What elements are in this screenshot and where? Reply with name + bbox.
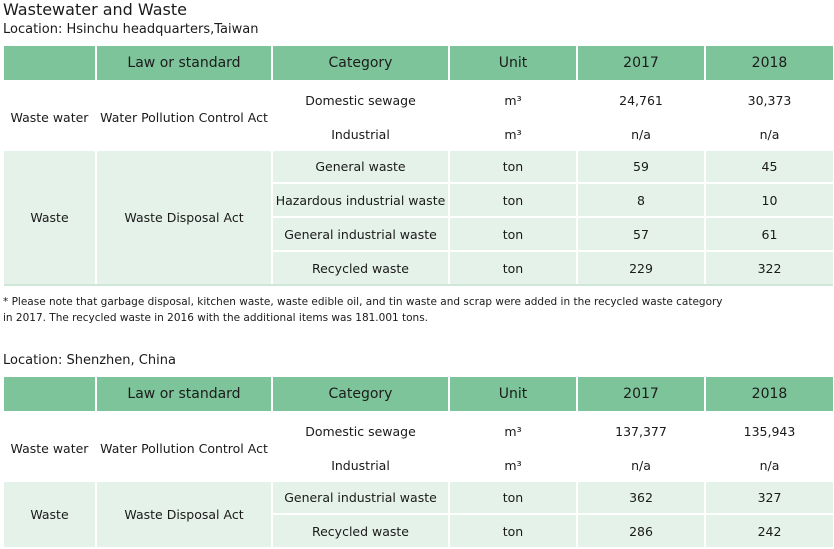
unit-cell: ton xyxy=(450,218,576,252)
table-row xyxy=(4,151,833,184)
category-cell: Domestic sewage xyxy=(273,83,448,117)
category-cell: General industrial waste xyxy=(273,218,448,252)
header-2017: 2017 xyxy=(578,46,704,83)
law-cell: Water Pollution Control Act xyxy=(97,414,271,482)
unit-cell: m³ xyxy=(450,414,576,448)
header-category: Category xyxy=(273,46,448,83)
value-2018: 322 xyxy=(706,252,833,284)
hsinchu-table xyxy=(2,46,834,286)
shenzhen-table xyxy=(2,377,834,547)
value-2017: 229 xyxy=(578,252,704,284)
value-2017: n/a xyxy=(578,117,704,151)
value-2018: n/a xyxy=(706,117,833,151)
header-row xyxy=(4,377,833,414)
group-cell: Waste xyxy=(4,482,95,547)
header-law: Law or standard xyxy=(97,377,271,414)
value-2017: n/a xyxy=(578,448,704,482)
unit-cell: ton xyxy=(450,151,576,184)
group-cell: Waste water xyxy=(4,414,95,482)
location-hsinchu: Location: Hsinchu headquarters,Taiwan xyxy=(3,22,259,37)
table-row xyxy=(4,83,833,117)
table-row xyxy=(4,482,833,515)
value-2017: 362 xyxy=(578,482,704,515)
value-2018: 45 xyxy=(706,151,833,184)
category-cell: Hazardous industrial waste xyxy=(273,184,448,218)
value-2017: 57 xyxy=(578,218,704,252)
value-2017: 8 xyxy=(578,184,704,218)
category-cell: Recycled waste xyxy=(273,252,448,284)
header-law: Law or standard xyxy=(97,46,271,83)
table-row xyxy=(4,414,833,448)
category-cell: Recycled waste xyxy=(273,515,448,547)
header-unit: Unit xyxy=(450,46,576,83)
law-cell: Water Pollution Control Act xyxy=(97,83,271,151)
header-2017: 2017 xyxy=(578,377,704,414)
category-cell: Domestic sewage xyxy=(273,414,448,448)
value-2017: 286 xyxy=(578,515,704,547)
unit-cell: ton xyxy=(450,482,576,515)
unit-cell: ton xyxy=(450,252,576,284)
header-unit: Unit xyxy=(450,377,576,414)
value-2017: 59 xyxy=(578,151,704,184)
category-cell: General industrial waste xyxy=(273,482,448,515)
value-2018: 10 xyxy=(706,184,833,218)
unit-cell: ton xyxy=(450,184,576,218)
group-cell: Waste water xyxy=(4,83,95,151)
header-2018: 2018 xyxy=(706,46,833,83)
unit-cell: m³ xyxy=(450,117,576,151)
group-cell: Waste xyxy=(4,151,95,284)
law-cell: Waste Disposal Act xyxy=(97,151,271,284)
value-2018: 30,373 xyxy=(706,83,833,117)
header-blank xyxy=(4,377,95,414)
value-2018: 327 xyxy=(706,482,833,515)
location-shenzhen: Location: Shenzhen, China xyxy=(3,353,176,368)
header-blank xyxy=(4,46,95,83)
page-title: Wastewater and Waste xyxy=(3,0,187,19)
value-2018: 61 xyxy=(706,218,833,252)
header-row xyxy=(4,46,833,83)
category-cell: Industrial xyxy=(273,117,448,151)
unit-cell: ton xyxy=(450,515,576,547)
value-2018: 135,943 xyxy=(706,414,833,448)
value-2017: 137,377 xyxy=(578,414,704,448)
table-bottom-rule xyxy=(4,284,833,286)
unit-cell: m³ xyxy=(450,448,576,482)
header-category: Category xyxy=(273,377,448,414)
law-cell: Waste Disposal Act xyxy=(97,482,271,547)
value-2017: 24,761 xyxy=(578,83,704,117)
header-2018: 2018 xyxy=(706,377,833,414)
value-2018: 242 xyxy=(706,515,833,547)
unit-cell: m³ xyxy=(450,83,576,117)
category-cell: General waste xyxy=(273,151,448,184)
category-cell: Industrial xyxy=(273,448,448,482)
footnote: * Please note that garbage disposal, kitchen waste, waste edible oil, and tin waste and scrap were added in the recycled waste category in 2017. The recycled waste in 2016 with the additional items was 181.001 tons. xyxy=(3,296,723,324)
value-2018: n/a xyxy=(706,448,833,482)
